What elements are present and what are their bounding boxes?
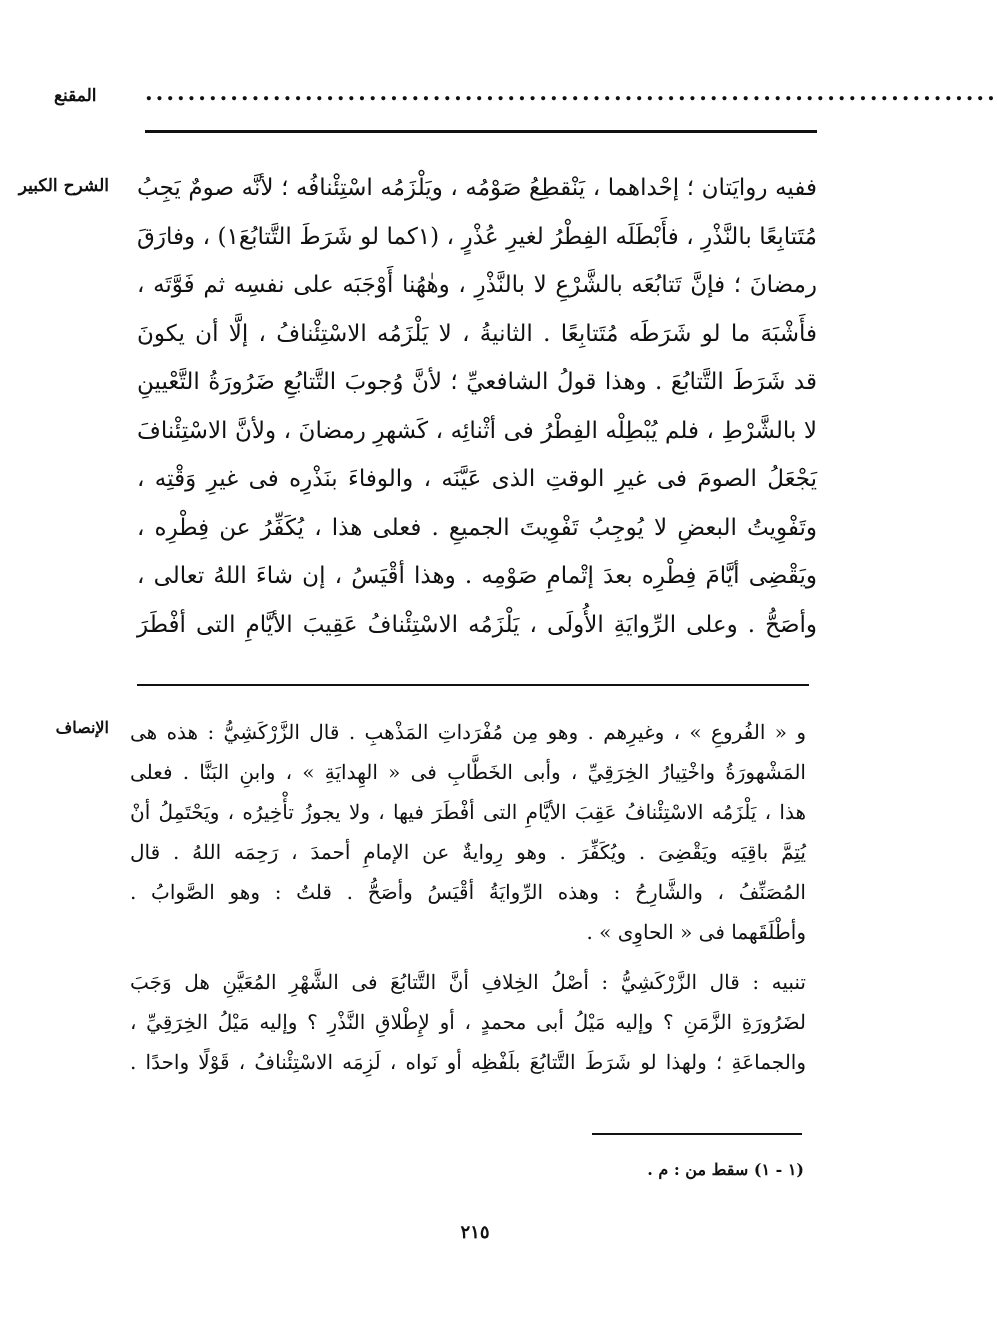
page-number: ٢١٥ — [460, 1222, 490, 1243]
text-line: يَجْعَلُ الصومَ فى غيرِ الوقتِ الذى عَيَّنَه ، والوفاءَ بنَذْرِه فى غيرِ وَقْتِه ، — [137, 466, 817, 492]
text-line: و « الفُروعِ » ، وغيرِهم . وهو مِن مُفْرَداتِ المَذْهبِ . قال الزَّرْكَشِيُّ : هذه هى — [130, 720, 806, 744]
text-line: وأطْلَقَهما فى « الحاوِى » . — [586, 920, 806, 944]
text-line: مُتَتابِعًا بالنَّذْرِ ، فأَبْطَلَه الفِطْرُ لغيرِ عُذْرٍ ، (١كما لو شَرَطَ التَّتابُعَ١) ، وفارَقَ — [137, 223, 817, 250]
section-divider — [137, 684, 809, 686]
text-line: وتَفْوِيتُ البعضِ لا يُوجِبُ تَفْوِيتَ الجميعِ . فعلى هذا ، يُكَفِّرُ عن فِطْرِه ، — [137, 514, 817, 541]
text-line: رمضانَ ؛ فإنَّ تَتابُعَه بالشَّرْعِ لا بالنَّذْرِ ، وهٰهُنا أَوْجَبَه على نفسِه ثم فَوَّتَه ، — [137, 272, 817, 298]
running-header-title: المقنع — [54, 86, 97, 106]
text-line: المُصَنِّفُ ، والشَّارِحُ : وهذه الرِّوايَةُ أقْيَسُ وأصَحُّ . قلتُ : وهو الصَّوابُ . — [130, 880, 806, 904]
tanbih-line: تنبيه : قال الزَّرْكَشِيُّ : أصْلُ الخِلافِ أنَّ التَّتابُعَ فى الشَّهْرِ المُعَيَّنِ هل وَجَبَ — [130, 970, 806, 994]
text-line: قد شَرَطَ التَّتابُعَ . وهذا قولُ الشافعيِّ ؛ لأنَّ وُجوبَ التَّتابُعِ ضَرُورَةُ التَّعْيينِ — [137, 369, 817, 395]
insaf-section-label: الإنصاف — [55, 718, 109, 737]
header-leader-dots: ................................................................................ — [145, 80, 998, 106]
text-line: ففيه روايَتان ؛ إحْداهما ، يَنْقطِعُ صَوْمُه ، ويَلْزَمُه اسْتِئْنافُه ؛ لأنَّه صومٌ يَجِبُ — [137, 175, 817, 201]
sharh-section-label: الشرح الكبير — [18, 176, 109, 196]
insaf-text-block — [130, 712, 806, 1082]
text-line: وأصَحُّ . وعلى الرِّوايَةِ الأُولَى ، يَلْزَمُه الاسْتِئْنافُ عَقِيبَ الأيَّامِ التى أفْطَرَ — [137, 611, 817, 638]
tanbih-line: والجماعَةِ ؛ ولهذا لو شَرَطَ التَّتابُعَ بلَفْظِه أو نَواه ، لَزِمَه الاسْتِئْنافُ ، قَوْلًا واحدًا . — [130, 1050, 806, 1074]
text-line: يُتِمَّ باقِيَه ويَقْضِىَ . ويُكَفِّرَ . وهو رِوايةٌ عن الإمامِ أحمدَ ، رَحِمَه اللهُ . قال — [130, 840, 806, 864]
text-line: لا بالشَّرْطِ ، فلم يُبْطِلْه الفِطْرُ فى أثْنائِه ، كَشهرِ رمضانَ ، ولأنَّ الاسْتِئْنافَ — [137, 417, 817, 444]
text-line: فأَشْبَهَ ما لو شَرَطَه مُتَتابِعًا . الثانيةُ ، لا يَلْزَمُه الاسْتِئْنافُ ، إلَّا أن يكونَ — [137, 320, 817, 347]
footnote-rule — [592, 1133, 802, 1135]
text-line: هذا ، يَلْزَمُه الاسْتِئْنافُ عَقِبَ الأيَّامِ التى أفْطَرَ فيها ، ولا يجوزُ تأْخِيرُه ، ويَحْتَمِلُ أنْ — [130, 800, 806, 824]
text-line: المَشْهورَةُ واخْتِيارُ الخِرَقِيِّ ، وأبى الخَطَّابِ فى « الهِدايَةِ » ، وابنِ البَنَّا . فعلى — [130, 760, 806, 784]
tanbih-line: لضَرُورَةِ الزَّمَنِ ؟ وإليه مَيْلُ أبى محمدٍ ، أو لإِطْلاقِ النَّذْرِ ؟ وإليه مَيْلُ الخِرَقِيِّ ، — [130, 1010, 806, 1034]
text-line: ويَقْضِى أيَّامَ فِطْرِه بعدَ إتْمامِ صَوْمِه . وهذا أقْيَسُ ، إن شاءَ اللهُ تعالى ، — [137, 563, 817, 589]
header-rule — [145, 130, 817, 133]
sharh-text-block — [137, 164, 817, 649]
paragraph-gap — [130, 952, 806, 962]
footnote: (١ - ١) سقط من : م . — [647, 1160, 804, 1179]
